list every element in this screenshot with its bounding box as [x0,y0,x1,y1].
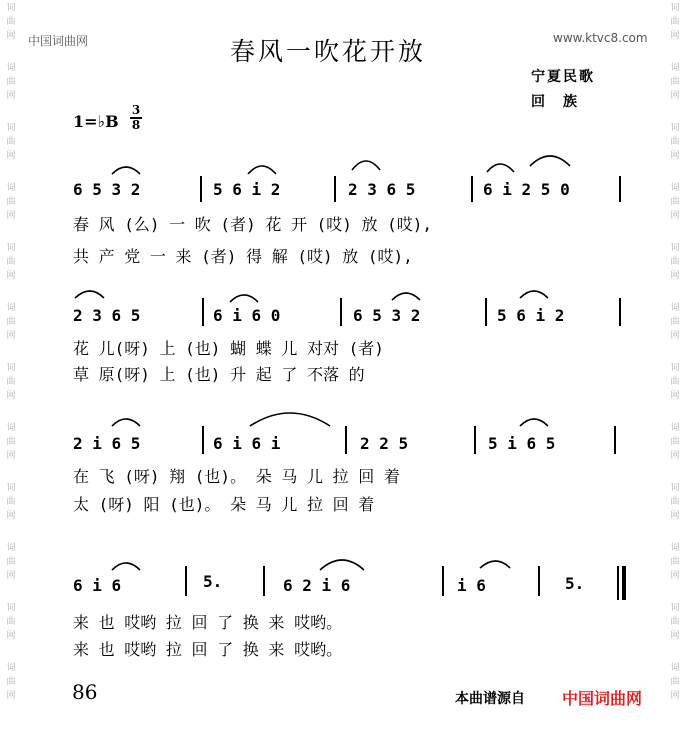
slur [520,291,548,298]
slur [112,167,140,174]
row1-lyric-verse1: 春 风 (么) 一 吹 (者) 花 开 (哎) 放 (哎), [73,215,433,234]
slur [230,295,258,302]
row4-measure3: 6 2 i 6 [283,576,351,595]
slur [392,293,420,300]
row3-lyric-verse2: 太 (呀) 阳 (也)。 朵 马 儿 拉 回 着 [73,495,375,514]
watermark-site-url: www.ktvc8.com [553,31,648,45]
row3-lyric-verse1: 在 飞 (呀) 翔 (也)。 朵 马 儿 拉 回 着 [73,467,400,486]
left-side-watermark: 词 曲 网 词 曲 网 词 曲 网 词 曲 网 词 曲 网 词 曲 网 词 曲 网 词 曲 网 词 曲 网 词 曲 网 词 曲 网 词 曲 网 [6,3,16,701]
slur [248,166,276,174]
page-number: 86 [72,680,98,704]
row1-measure1: 6 5 3 2 [73,180,141,199]
time-signature-top: 3 [131,103,141,117]
row4-lyric-verse2: 来 也 哎哟 拉 回 了 换 来 哎哟。 [73,640,343,659]
slur [487,164,514,172]
watermark-site-name: 中国词曲网 [28,34,89,48]
row4-measure4: i 6 [457,576,486,595]
row3-measure1: 2 i 6 5 [73,434,141,453]
source-brand-link[interactable]: 中国词曲网 [562,689,643,708]
source-label: 本曲谱源自 [455,691,525,707]
row4-measure2: 5. [203,572,223,591]
slur [112,419,140,426]
row3-measure4: 5 i 6 5 [488,434,556,453]
slur [250,413,330,426]
slur [520,419,548,426]
key-signature: 1=♭B [73,112,119,131]
slur [320,560,364,570]
row3-measure3: 2 2 5 [360,434,409,453]
row2-lyric-verse2: 草 原(呀) 上 (也) 升 起 了 不落 的 [73,365,365,384]
row1-measure2: 5 6 i 2 [213,180,281,199]
slur [112,563,140,570]
row4-measure1: 6 i 6 [73,576,122,595]
slur [352,161,380,170]
right-side-watermark: 词 曲 网 词 曲 网 词 曲 网 词 曲 网 词 曲 网 词 曲 网 词 曲 网 词 曲 网 词 曲 网 词 曲 网 词 曲 网 词 曲 网 [670,3,680,701]
row1-measure3: 2 3 6 5 [348,180,416,199]
row3-measure2: 6 i 6 i [213,434,281,453]
slur [480,561,510,568]
row1-lyric-verse2: 共 产 党 一 来 (者) 得 解 (哎) 放 (哎), [73,247,413,266]
song-ethnic-group: 回族 [531,94,595,110]
row2-measure4: 5 6 i 2 [497,306,565,325]
row4-measure5: 5. [565,574,585,593]
row4-lyric-verse1: 来 也 哎哟 拉 回 了 换 来 哎哟。 [73,613,343,632]
song-origin: 宁夏民歌 [531,69,595,85]
slur [75,291,104,298]
row2-lyric-verse1: 花 儿(呀) 上 (也) 蝴 蝶 儿 对对 (者) [73,339,384,358]
row2-measure2: 6 i 6 0 [213,306,281,325]
song-title: 春风一吹花开放 [230,37,427,66]
row1-measure4: 6 i 2 5 0 [483,180,570,199]
row2-measure1: 2 3 6 5 [73,306,141,325]
row2-measure3: 6 5 3 2 [353,306,421,325]
slur [530,156,570,166]
time-signature-bottom: 8 [131,118,141,132]
